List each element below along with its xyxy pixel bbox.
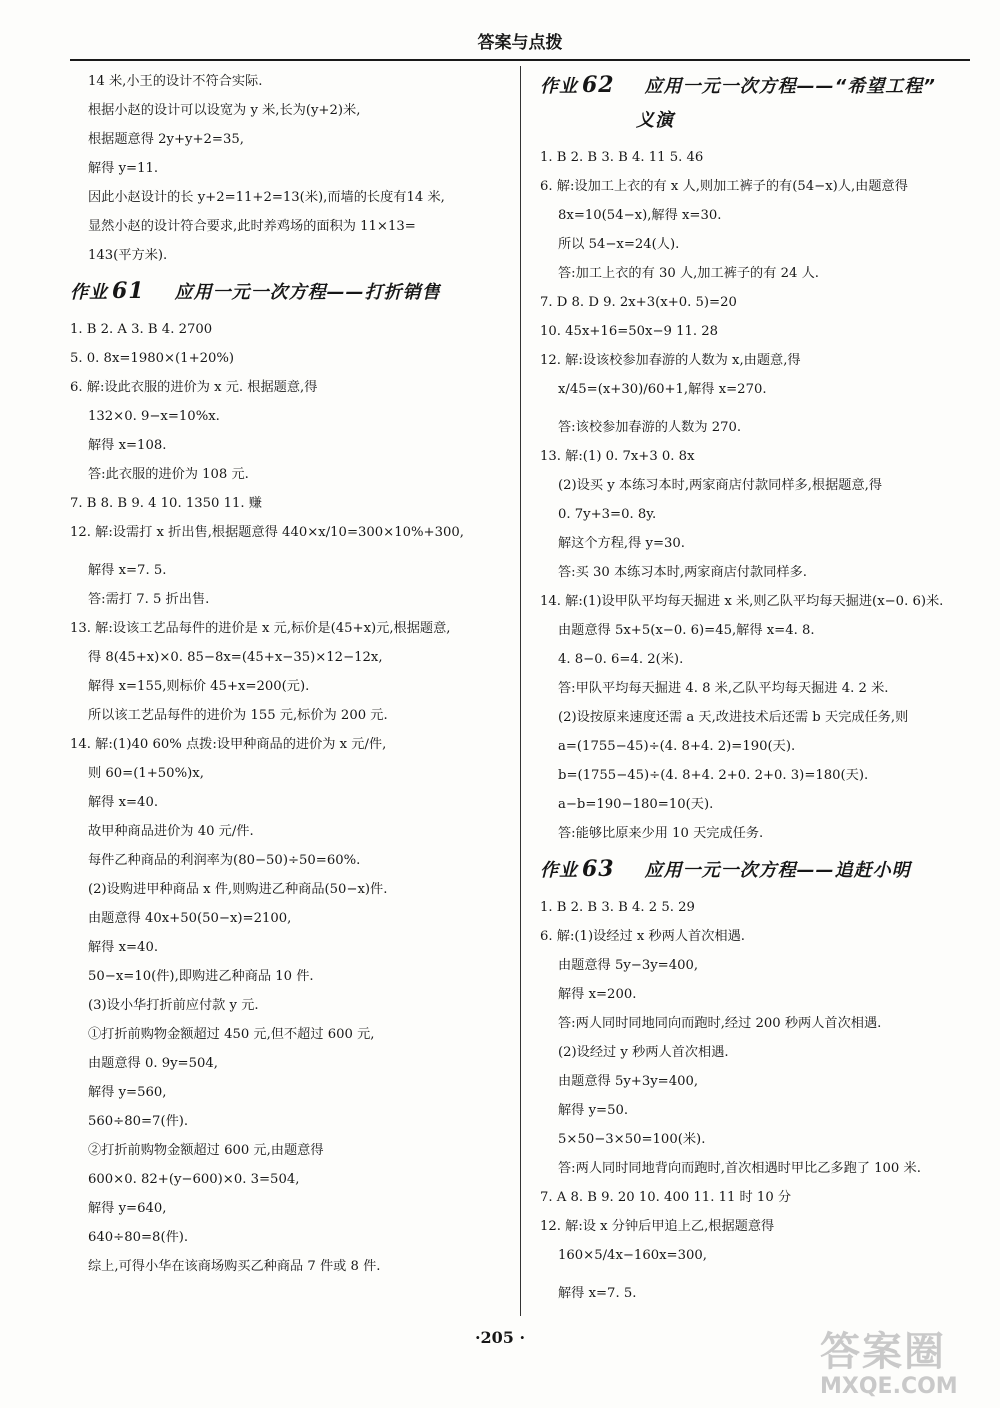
section-number: 63 — [582, 856, 615, 882]
answer-line: 8x=10(54−x),解得 x=30. — [558, 208, 722, 223]
section-prefix: 作业 — [540, 76, 578, 97]
answer-line: 答:此衣服的进价为 108 元. — [88, 467, 249, 482]
answer-line: 由题意得 0. 9y=504, — [88, 1056, 218, 1071]
answer-line: 1. B 2. B 3. B 4. 11 5. 46 — [540, 150, 704, 165]
answer-line: 14. 解:(1)设甲队平均每天掘进 x 米,则乙队平均每天掘进(x−0. 6)米. — [540, 594, 944, 609]
answer-line: (2)设买 y 本练习本时,两家商店付款同样多,根据题意,得 — [558, 478, 883, 493]
answer-line: 答:该校参加春游的人数为 270. — [558, 420, 742, 435]
answer-line: x/45=(x+30)/60+1,解得 x=270. — [558, 382, 767, 397]
answer-line: 解得 x=155,则标价 45+x=200(元). — [88, 679, 310, 694]
section-number: 61 — [112, 278, 145, 304]
answer-line: 解得 x=7. 5. — [88, 563, 167, 578]
answer-line: 6. 解:设此衣服的进价为 x 元. 根据题意,得 — [70, 380, 318, 395]
answer-line: 1. B 2. B 3. B 4. 2 5. 29 — [540, 900, 695, 915]
section-heading-63 — [540, 856, 970, 884]
section-title-continuation: 义演 — [636, 110, 674, 131]
answer-line: a−b=190−180=10(天). — [558, 797, 714, 812]
answer-line: ②打折前购物金额超过 600 元,由题意得 — [88, 1143, 324, 1158]
page-header: 答案与点拨 — [477, 33, 563, 53]
answer-line: 50−x=10(件),即购进乙种商品 10 件. — [88, 969, 314, 984]
answer-line: 12. 解:设 x 分钟后甲追上乙,根据题意得 — [540, 1219, 775, 1234]
answer-line: 14. 解:(1)40 60% 点拨:设甲种商品的进价为 x 元/件, — [70, 737, 387, 752]
answer-line: 解得 x=200. — [558, 987, 637, 1002]
answer-line: 则 60=(1+50%)x, — [88, 766, 204, 781]
text-line: 解得 y=11. — [88, 161, 159, 176]
text-line: 因此小赵设计的长 y+2=11+2=13(米),而墙的长度有14 米, — [88, 190, 445, 205]
answer-line: (3)设小华打折前应付款 y 元. — [88, 998, 259, 1013]
section-prefix: 作业 — [540, 860, 578, 881]
answer-line: 由题意得 5x+5(x−0. 6)=45,解得 x=4. 8. — [558, 623, 815, 638]
answer-line: 4. 8−0. 6=4. 2(米). — [558, 652, 684, 667]
text-line: 根据小赵的设计可以设宽为 y 米,长为(y+2)米, — [88, 103, 361, 118]
answer-line: (2)设购进甲种商品 x 件,则购进乙种商品(50−x)件. — [88, 882, 388, 897]
answer-line: 答:两人同时同地背向而跑时,首次相遇时甲比乙多跑了 100 米. — [558, 1161, 921, 1176]
answer-line: 6. 解:设加工上衣的有 x 人,则加工裤子的有(54−x)人,由题意得 — [540, 179, 908, 194]
answer-line: 10. 45x+16=50x−9 11. 28 — [540, 324, 719, 339]
answer-line: 答:加工上衣的有 30 人,加工裤子的有 24 人. — [558, 266, 819, 281]
answer-line: 解得 x=108. — [88, 438, 167, 453]
text-line: 显然小赵的设计符合要求,此时养鸡场的面积为 11×13= — [88, 219, 416, 234]
answer-line: 由题意得 5y−3y=400, — [558, 958, 699, 973]
answer-line: ①打折前购物金额超过 450 元,但不超过 600 元, — [88, 1027, 375, 1042]
answer-line: 每件乙种商品的利润率为(80−50)÷50=60%. — [88, 853, 361, 868]
answer-line: 答:需打 7. 5 折出售. — [88, 592, 210, 607]
text-line: 根据题意得 2y+y+2=35, — [88, 132, 244, 147]
answer-line: 1. B 2. A 3. B 4. 2700 — [70, 322, 213, 337]
section-prefix: 作业 — [70, 282, 108, 303]
answer-line: 答:甲队平均每天掘进 4. 8 米,乙队平均每天掘进 4. 2 米. — [558, 681, 889, 696]
answer-line: 12. 解:设该校参加春游的人数为 x,由题意,得 — [540, 353, 801, 368]
watermark-text: 答案圈 — [820, 1329, 946, 1375]
header-rule — [70, 59, 970, 61]
right-column — [540, 72, 970, 1313]
answer-line: b=(1755−45)÷(4. 8+4. 2+0. 2+0. 3)=180(天). — [558, 768, 869, 783]
answer-line: 所以该工艺品每件的进价为 155 元,标价为 200 元. — [88, 708, 388, 723]
answer-line: (2)设经过 y 秒两人首次相遇. — [558, 1045, 729, 1060]
answer-line: 0. 7y+3=0. 8y. — [558, 507, 657, 522]
answer-line: 12. 解:设需打 x 折出售,根据题意得 440×x/10=300×10%+300, — [70, 525, 464, 540]
answer-line: 132×0. 9−x=10%x. — [88, 409, 220, 424]
page-number: ·205 · — [474, 1328, 526, 1347]
text-line: 143(平方米). — [88, 248, 168, 263]
answer-line: 解得 x=40. — [88, 940, 159, 955]
answer-line: 由题意得 40x+50(50−x)=2100, — [88, 911, 292, 926]
answer-line: 7. A 8. B 9. 20 10. 400 11. 11 时 10 分 — [540, 1190, 792, 1205]
answer-line: 7. B 8. B 9. 4 10. 1350 11. 赚 — [70, 496, 262, 511]
text-line: 14 米,小王的设计不符合实际. — [88, 74, 263, 89]
answer-line: 解得 x=7. 5. — [558, 1286, 637, 1301]
answer-line: 所以 54−x=24(人). — [558, 237, 680, 252]
answer-line: 640÷80=8(件). — [88, 1230, 189, 1245]
answer-line: 5×50−3×50=100(米). — [558, 1132, 706, 1147]
answer-line: 6. 解:(1)设经过 x 秒两人首次相遇. — [540, 929, 745, 944]
section-title: 应用一元一次方程——打折销售 — [174, 282, 441, 303]
answer-line: 答:能够比原来少用 10 天完成任务. — [558, 826, 764, 841]
left-column — [70, 72, 510, 1286]
answer-line: 13. 解:(1) 0. 7x+3 0. 8x — [540, 449, 695, 464]
section-number: 62 — [582, 72, 615, 98]
answer-line: 解得 y=50. — [558, 1103, 629, 1118]
answer-line: 5. 0. 8x=1980×(1+20%) — [70, 351, 235, 366]
answer-line: 600×0. 82+(y−600)×0. 3=504, — [88, 1172, 300, 1187]
watermark-url: MXQE.COM — [820, 1374, 958, 1399]
answer-line: 故甲种商品进价为 40 元/件. — [88, 824, 254, 839]
answer-line: 160×5/4x−160x=300, — [558, 1248, 707, 1263]
column-divider — [520, 66, 521, 1316]
answer-line: 13. 解:设该工艺品每件的进价是 x 元,标价是(45+x)元,根据题意, — [70, 621, 451, 636]
watermark-logo — [820, 1330, 990, 1400]
answer-line: 由题意得 5y+3y=400, — [558, 1074, 699, 1089]
answer-line: 答:两人同时同地同向而跑时,经过 200 秒两人首次相遇. — [558, 1016, 882, 1031]
answer-line: 解得 y=640, — [88, 1201, 167, 1216]
answer-line: 解得 y=560, — [88, 1085, 167, 1100]
answer-line: 解得 x=40. — [88, 795, 159, 810]
section-heading-61 — [70, 278, 510, 306]
answer-line: 解这个方程,得 y=30. — [558, 536, 685, 551]
answer-line: 答:买 30 本练习本时,两家商店付款同样多. — [558, 565, 807, 580]
answer-line: 得 8(45+x)×0. 85−8x=(45+x−35)×12−12x, — [88, 650, 383, 665]
answer-line: 综上,可得小华在该商场购买乙种商品 7 件或 8 件. — [88, 1259, 381, 1274]
answer-line: a=(1755−45)÷(4. 8+4. 2)=190(天). — [558, 739, 796, 754]
answer-line: 560÷80=7(件). — [88, 1114, 189, 1129]
answer-line: (2)设按原来速度还需 a 天,改进技术后还需 b 天完成任务,则 — [558, 710, 909, 725]
answer-line: 7. D 8. D 9. 2x+3(x+0. 5)=20 — [540, 295, 737, 310]
section-heading-62 — [540, 72, 970, 100]
section-title: 应用一元一次方程——“希望工程” — [644, 76, 936, 97]
section-title: 应用一元一次方程——追赶小明 — [644, 860, 911, 881]
